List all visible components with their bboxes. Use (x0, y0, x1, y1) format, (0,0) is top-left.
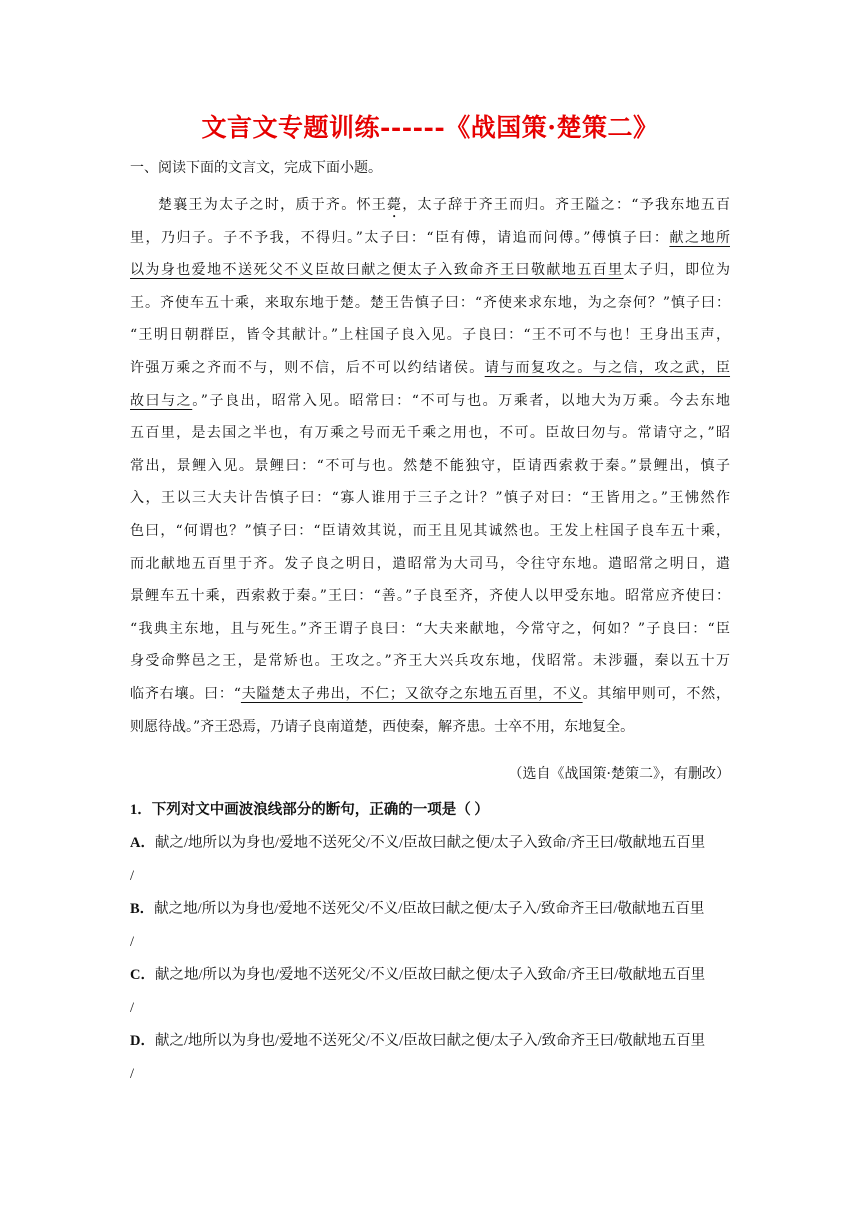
passage-line: 景鲤车五十乘，西索救于秦。”王曰：“善。”子良至齐，齐使人以甲受东地。昭常应齐使曰： (130, 588, 730, 605)
option-d[interactable] (130, 1025, 730, 1058)
passage-line: “王明日朝群臣，皆令其献计。”上柱国子良入见。子良曰：“王不可不与也！王身出玉声， (130, 327, 730, 344)
passage-line: 王。齐使车五十乘，来取东地于楚。楚王告慎子曰：“齐使来求东地，为之奈何？”慎子曰： (130, 294, 730, 311)
question-block (130, 794, 730, 1091)
passage-line: 而北献地五百里于齐。发子良之明日，遣昭常为大司马，令往守东地。遣昭常之明日，遣 (130, 555, 730, 572)
passage-line: “我典主东地，且与死生。”齐王谓子良曰：“大夫来献地，今常守之，何如？”子良曰：“臣 (130, 620, 730, 637)
option-text: 献之地/所以为身也/爱地不送死父/不义/臣故曰献之便/太子入致命/齐王曰/敬献地五百里 (154, 967, 706, 983)
page-title: 文言文专题训练------《战国策·楚策二》 (201, 113, 659, 142)
passage-line: 楚襄王为太子之时，质于齐。怀王薨，太子辞于齐王而归。齐王隘之：“予我东地五百 (158, 197, 731, 213)
source-citation: （选自《战国策·楚策二》，有删改） (508, 766, 730, 782)
option-label: C． (130, 967, 155, 983)
option-label: A． (130, 835, 155, 851)
option-a[interactable] (130, 827, 730, 860)
passage-line: 故曰与之。”子良出，昭常入见。昭常曰：“不可与也。万乘者，以地大为万乘。今去东地 (130, 392, 731, 409)
option-c[interactable] (130, 959, 730, 992)
classical-passage (130, 189, 730, 743)
underlined-sentence: 请与而复攻之。与之信，攻之武，臣 (484, 359, 731, 376)
underlined-sentence: 故曰与之 (130, 392, 193, 409)
passage-line: 常出，景鲤入见。景鲤曰：“不可与也。然楚不能独守，臣请西索救于秦。”景鲤出，慎子 (130, 457, 730, 474)
passage-line: 以为身也爱地不送死父不义臣故曰献之便太子入致命齐王曰敬献地五百里太子归，即位为 (130, 262, 731, 279)
question-stem: 1．下列对文中画波浪线部分的断句，正确的一项是（ ） (130, 802, 489, 818)
passage-line: 入，王以三大夫计告慎子曰：“寡人谁用于三子之计？”慎子对曰：“王皆用之。”王怫然作 (130, 490, 730, 507)
option-text: 献之地/所以为身也/爱地不送死父/不义/臣故曰献之便/太子入/致命齐王曰/敬献地五百里 (154, 901, 705, 917)
passage-line: 则愿待战。”齐王恐焉，乃请子良南道楚，西使秦，解齐患。士卒不用，东地复全。 (130, 718, 635, 735)
passage-line: 临齐右壤。曰：“夫隘楚太子弗出，不仁；又欲夺之东地五百里，不义。其缩甲则可，不然， (130, 685, 730, 702)
passage-line: 色曰，“何谓也？”慎子曰：“臣请效其说，而王且见其诚然也。王发上柱国子良车五十乘， (130, 522, 730, 539)
passage-line: 许强万乘之齐而不与，则不信，后不可以约结诸侯。请与而复攻之。与之信，攻之武，臣 (130, 359, 731, 376)
emphasized-char: 薨 (387, 197, 403, 213)
option-c-tail: / (130, 1000, 135, 1016)
option-d-tail: / (130, 1066, 135, 1082)
section-heading: 一、阅读下面的文言文，完成下面小题。 (130, 160, 382, 176)
option-label: D． (130, 1033, 155, 1049)
option-text: 献之/地所以为身也/爱地不送死父/不义/臣故曰献之便/太子入致命/齐王曰/敬献地五百里 (154, 835, 706, 851)
wavy-underlined-text: 献之地所 (669, 229, 730, 246)
option-text: 献之/地所以为身也/爱地不送死父/不义/臣故曰献之便/太子入/致命齐王曰/敬献地五百里 (154, 1033, 706, 1049)
option-b[interactable] (130, 893, 730, 926)
option-label: B． (130, 901, 155, 917)
option-a-tail: / (130, 868, 135, 884)
passage-line: 五百里，是去国之半也，有万乘之号而无千乘之用也，不可。臣故曰勿与。常请守之，”昭 (130, 425, 730, 442)
passage-line: 里，乃归子。子不予我，不得归。”太子曰：“臣有傅，请追而问傅。”傅慎子曰：献之地所 (130, 229, 730, 246)
wavy-underlined-text: 以为身也爱地不送死父不义臣故曰献之便太子入致命齐王曰敬献地五百里 (130, 262, 624, 279)
option-b-tail: / (130, 934, 135, 950)
passage-line: 身受命弊邑之王，是常矫也。王攻之。”齐王大兴兵攻东地，伐昭常。未涉疆，秦以五十万 (130, 653, 730, 670)
underlined-sentence: 夫隘楚太子弗出，不仁；又欲夺之东地五百里，不义 (240, 685, 583, 702)
